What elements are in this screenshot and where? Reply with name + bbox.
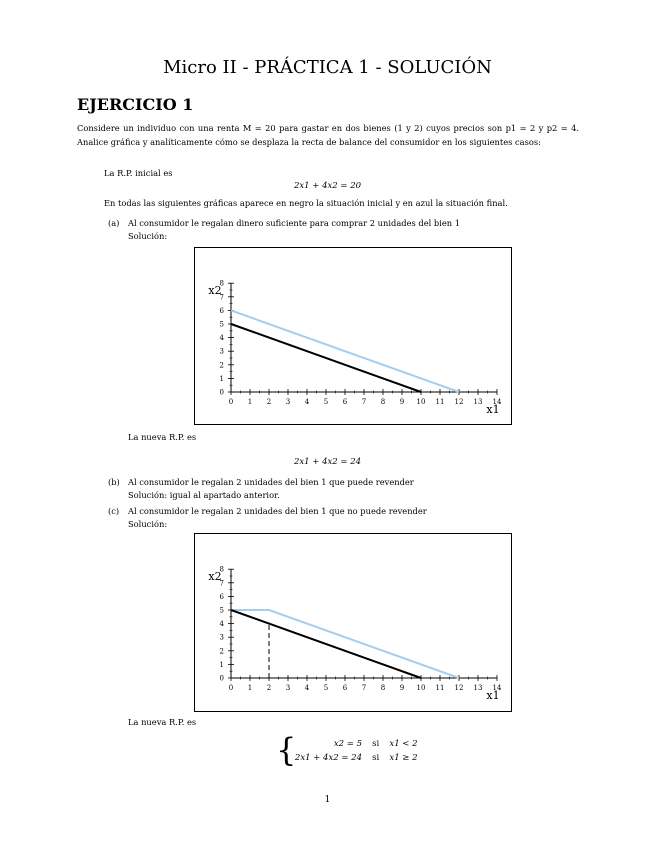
- x-tick-label: 14: [492, 684, 502, 692]
- chart-c: [195, 534, 511, 711]
- x-tick-label: 9: [399, 398, 405, 406]
- exercise-heading: EJERCICIO 1: [77, 95, 194, 114]
- y-tick-label: 6: [219, 592, 224, 601]
- chart-a: [195, 248, 511, 424]
- x-tick-label: 6: [342, 684, 348, 692]
- page-number: 1: [324, 795, 331, 805]
- y-tick-label: 1: [219, 374, 224, 383]
- initial-equation: 2x1 + 4x2 = 20: [293, 181, 362, 191]
- series-line-inicial: [231, 324, 421, 392]
- x-tick-label: 2: [266, 684, 272, 692]
- item-c-text: Al consumidor le regalan 2 unidades del bien 1 que no puede revender: [128, 506, 427, 516]
- new-rp-label-a: La nueva R.P. es: [128, 432, 197, 442]
- item-a-label: (a): [108, 218, 120, 228]
- piecewise-row1-cond: si: [372, 739, 380, 749]
- piecewise-equation: [276, 731, 436, 771]
- x-axis-label: x1: [486, 689, 500, 702]
- x-axis-label: x1: [486, 403, 500, 416]
- y-tick-label: 3: [219, 347, 224, 356]
- series-line-final: [231, 610, 459, 678]
- item-b-solution: Solución: igual al apartado anterior.: [128, 490, 280, 500]
- piecewise-row2-cond: si: [372, 753, 380, 763]
- chart-a-frame: [194, 247, 512, 425]
- series-line-inicial: [231, 610, 421, 678]
- y-tick-label: 3: [219, 633, 224, 642]
- x-tick-label: 11: [435, 684, 445, 692]
- x-tick-label: 6: [342, 398, 348, 406]
- item-a-text: Al consumidor le regalan dinero suficiente para comprar 2 unidades del bien 1: [128, 218, 461, 228]
- chart-c-frame: [194, 533, 512, 712]
- x-tick-label: 14: [492, 398, 502, 406]
- y-axis-label: x2: [208, 284, 222, 298]
- piecewise-row1-rhs: x1 < 2: [389, 739, 418, 749]
- y-tick-label: 2: [219, 647, 224, 656]
- piecewise-row1-lhs: x2 = 5: [333, 739, 362, 749]
- item-c-solution: Solución:: [128, 519, 168, 529]
- x-tick-label: 5: [323, 398, 329, 406]
- x-tick-label: 10: [416, 684, 426, 692]
- item-b-text: Al consumidor le regalan 2 unidades del bien 1 que puede revender: [128, 477, 414, 487]
- piecewise-row2-lhs: 2x1 + 4x2 = 24: [294, 753, 362, 763]
- x-tick-label: 1: [247, 684, 253, 692]
- x-tick-label: 0: [228, 684, 234, 692]
- y-tick-label: 5: [219, 320, 224, 329]
- y-tick-label: 6: [219, 306, 224, 315]
- x-tick-label: 7: [361, 684, 367, 692]
- exercise-statement: Considere un individuo con una renta M = 20 para gastar en dos bienes (1 y 2) cuyos precios son p1 = 2 y p2 = 4. Analice gráfica y analíticamente cómo se desplaza la recta de balance del consumidor en los siguientes casos:: [77, 123, 579, 147]
- item-a-solution: Solución:: [128, 231, 168, 241]
- x-tick-label: 12: [454, 398, 464, 406]
- x-tick-label: 8: [380, 398, 386, 406]
- item-b-label: (b): [108, 477, 120, 487]
- x-tick-label: 5: [323, 684, 329, 692]
- y-tick-label: 0: [219, 388, 224, 397]
- x-tick-label: 4: [304, 398, 310, 406]
- x-tick-label: 11: [435, 398, 445, 406]
- y-tick-label: 4: [219, 334, 224, 343]
- x-tick-label: 10: [416, 398, 426, 406]
- x-tick-label: 13: [473, 398, 483, 406]
- x-tick-label: 7: [361, 398, 367, 406]
- y-tick-label: 8: [219, 279, 224, 288]
- y-tick-label: 2: [219, 361, 224, 370]
- new-rp-label-c: La nueva R.P. es: [128, 717, 197, 727]
- y-tick-label: 7: [219, 293, 224, 302]
- y-axis-label: x2: [208, 570, 222, 584]
- colors-note: En todas las siguientes gráficas aparece en negro la situación inicial y en azul la situación final.: [104, 198, 508, 208]
- x-tick-label: 3: [285, 398, 291, 406]
- y-tick-label: 0: [219, 674, 224, 683]
- x-tick-label: 0: [228, 398, 234, 406]
- x-tick-label: 2: [266, 398, 272, 406]
- y-tick-label: 1: [219, 660, 224, 669]
- page-title: Micro II - PRÁCTICA 1 - SOLUCIÓN: [163, 57, 492, 78]
- y-tick-label: 5: [219, 606, 224, 615]
- x-tick-label: 9: [399, 684, 405, 692]
- x-tick-label: 12: [454, 684, 464, 692]
- left-brace-icon: {: [276, 731, 297, 769]
- new-equation-a: 2x1 + 4x2 = 24: [293, 457, 362, 467]
- x-tick-label: 3: [285, 684, 291, 692]
- series-line-final: [231, 310, 459, 392]
- piecewise-row2-rhs: x1 ≥ 2: [389, 753, 418, 763]
- y-tick-label: 7: [219, 579, 224, 588]
- x-tick-label: 13: [473, 684, 483, 692]
- initial-rp-label: La R.P. inicial es: [104, 168, 173, 178]
- x-tick-label: 1: [247, 398, 253, 406]
- item-c-label: (c): [108, 506, 120, 516]
- y-tick-label: 8: [219, 565, 224, 574]
- x-tick-label: 4: [304, 684, 310, 692]
- x-tick-label: 8: [380, 684, 386, 692]
- y-tick-label: 4: [219, 620, 224, 629]
